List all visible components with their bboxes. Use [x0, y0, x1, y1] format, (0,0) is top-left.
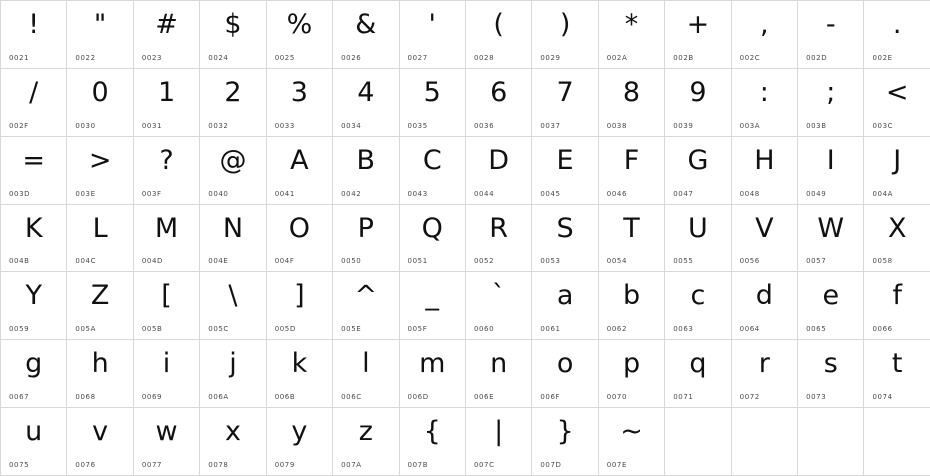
glyph-character: # — [155, 9, 178, 40]
glyph-cell[interactable] — [400, 272, 466, 340]
glyph-codepoint: 0031 — [141, 121, 163, 130]
glyph-character: a — [556, 280, 574, 312]
glyph-cell[interactable] — [798, 340, 864, 408]
glyph-codepoint: 0068 — [75, 393, 96, 402]
glyph-character: " — [93, 9, 107, 40]
glyph-codepoint: 0058 — [872, 257, 893, 266]
glyph-cell[interactable] — [134, 340, 200, 408]
glyph-codepoint: 0027 — [407, 53, 428, 62]
glyph-cell[interactable] — [267, 205, 333, 273]
glyph-cell[interactable] — [333, 205, 399, 273]
glyph-cell[interactable] — [267, 137, 333, 205]
glyph-character: P — [357, 212, 374, 244]
glyph-character: + — [686, 9, 710, 40]
glyph-character: N — [222, 212, 244, 244]
glyph-codepoint: 006E — [473, 393, 495, 402]
glyph-codepoint: 0076 — [75, 460, 96, 469]
glyph-character: @ — [219, 144, 247, 176]
glyph-character: , — [760, 9, 769, 40]
glyph-cell[interactable] — [599, 408, 665, 476]
glyph-character: y — [291, 416, 308, 448]
glyph-codepoint: 007D — [540, 460, 562, 469]
glyph-codepoint: 005A — [75, 325, 96, 334]
glyph-character: / — [29, 76, 39, 108]
glyph-character: : — [759, 76, 769, 108]
glyph-cell[interactable] — [200, 69, 266, 137]
glyph-codepoint: 0022 — [75, 53, 96, 62]
glyph-character: I — [826, 144, 835, 176]
glyph-codepoint: 002A — [606, 53, 628, 62]
glyph-codepoint: 006A — [208, 393, 229, 402]
glyph-cell[interactable] — [798, 205, 864, 273]
glyph-codepoint: 0072 — [739, 393, 760, 402]
glyph-codepoint: 0042 — [341, 189, 362, 198]
glyph-codepoint: 0049 — [806, 189, 827, 198]
glyph-character: g — [25, 348, 43, 380]
glyph-cell[interactable] — [798, 137, 864, 205]
glyph-cell[interactable] — [1, 137, 67, 205]
glyph-character: S — [556, 212, 574, 244]
glyph-character: Y — [25, 280, 42, 312]
glyph-codepoint: 0054 — [606, 257, 628, 266]
glyph-codepoint: 0050 — [341, 257, 362, 266]
glyph-codepoint: 0063 — [673, 325, 694, 334]
glyph-cell[interactable] — [665, 340, 731, 408]
glyph-cell[interactable] — [333, 340, 399, 408]
glyph-character: d — [755, 280, 773, 312]
glyph-cell[interactable] — [1, 205, 67, 273]
glyph-character: 2 — [224, 76, 242, 108]
glyph-cell[interactable] — [532, 137, 598, 205]
glyph-codepoint: 0073 — [806, 393, 827, 402]
glyph-cell[interactable] — [798, 69, 864, 137]
glyph-cell[interactable] — [267, 408, 333, 476]
glyph-character: H — [754, 144, 775, 176]
glyph-cell[interactable] — [732, 137, 798, 205]
glyph-cell[interactable] — [599, 340, 665, 408]
glyph-codepoint: 007E — [606, 460, 627, 469]
glyph-cell[interactable] — [400, 340, 466, 408]
glyph-codepoint: 0065 — [806, 325, 827, 334]
glyph-cell[interactable] — [333, 1, 399, 69]
glyph-codepoint: 0071 — [673, 393, 694, 402]
glyph-character: k — [291, 348, 308, 380]
glyph-character: o — [556, 348, 574, 380]
glyph-cell[interactable] — [599, 69, 665, 137]
glyph-character: B — [356, 144, 376, 176]
glyph-character: * — [624, 9, 639, 40]
glyph-cell[interactable] — [599, 272, 665, 340]
glyph-codepoint: 0026 — [341, 53, 362, 62]
glyph-codepoint: 0029 — [540, 53, 561, 62]
glyph-character: ( — [493, 9, 504, 40]
glyph-cell[interactable] — [864, 340, 930, 408]
glyph-cell[interactable] — [732, 205, 798, 273]
glyph-cell[interactable] — [665, 69, 731, 137]
glyph-cell[interactable] — [599, 205, 665, 273]
glyph-cell[interactable] — [400, 205, 466, 273]
glyph-cell[interactable] — [466, 408, 532, 476]
glyph-cell[interactable] — [333, 408, 399, 476]
glyph-codepoint: 003C — [872, 121, 894, 130]
glyph-codepoint: 0052 — [473, 257, 495, 266]
glyph-codepoint: 007A — [341, 460, 362, 469]
glyph-cell[interactable] — [532, 1, 598, 69]
glyph-character: t — [891, 348, 903, 380]
glyph-codepoint: 003D — [9, 189, 31, 198]
glyph-codepoint: 004F — [274, 257, 295, 266]
glyph-character: q — [689, 348, 707, 380]
glyph-character: n — [490, 348, 508, 380]
glyph-codepoint: 0037 — [540, 121, 561, 130]
glyph-character: 0 — [91, 76, 109, 108]
glyph-character: L — [92, 212, 108, 244]
glyph-codepoint: 0061 — [540, 325, 561, 334]
glyph-codepoint: 003B — [806, 121, 827, 130]
glyph-character: ^ — [354, 280, 378, 312]
glyph-character: 5 — [423, 76, 441, 108]
glyph-character: ! — [28, 9, 40, 40]
glyph-cell[interactable] — [665, 1, 731, 69]
glyph-codepoint: 006D — [407, 393, 429, 402]
glyph-cell[interactable] — [267, 69, 333, 137]
glyph-codepoint: 0064 — [739, 325, 760, 334]
glyph-character: f — [892, 280, 902, 312]
glyph-cell[interactable] — [864, 1, 930, 69]
glyph-character: m — [419, 348, 446, 380]
glyph-cell[interactable] — [665, 205, 731, 273]
glyph-character: % — [286, 9, 313, 40]
glyph-cell-empty — [798, 408, 864, 476]
glyph-cell[interactable] — [732, 1, 798, 69]
glyph-codepoint: 0051 — [407, 257, 428, 266]
glyph-character: w — [155, 416, 178, 448]
glyph-cell[interactable] — [134, 69, 200, 137]
glyph-codepoint: 0040 — [208, 189, 229, 198]
glyph-cell[interactable] — [67, 340, 133, 408]
glyph-codepoint: 0067 — [9, 393, 30, 402]
glyph-cell[interactable] — [134, 205, 200, 273]
glyph-cell-empty — [864, 408, 930, 476]
glyph-cell[interactable] — [200, 408, 266, 476]
glyph-cell[interactable] — [134, 408, 200, 476]
glyph-character: j — [229, 348, 237, 380]
glyph-character: s — [823, 348, 838, 380]
glyph-codepoint: 0041 — [274, 189, 295, 198]
glyph-character: ~ — [620, 416, 643, 448]
glyph-codepoint: 005E — [341, 325, 362, 334]
glyph-codepoint: 0038 — [606, 121, 628, 130]
glyph-cell[interactable] — [333, 272, 399, 340]
glyph-codepoint: 0033 — [274, 121, 295, 130]
glyph-character: K — [24, 212, 43, 244]
glyph-character: ) — [559, 9, 571, 40]
glyph-character: . — [892, 9, 902, 40]
glyph-codepoint: 0048 — [739, 189, 760, 198]
glyph-codepoint: 0028 — [473, 53, 495, 62]
glyph-cell[interactable] — [67, 1, 133, 69]
glyph-codepoint: 007C — [473, 460, 495, 469]
glyph-cell[interactable] — [532, 272, 598, 340]
glyph-cell[interactable] — [599, 1, 665, 69]
glyph-codepoint: 0079 — [274, 460, 295, 469]
glyph-cell[interactable] — [466, 137, 532, 205]
glyph-cell[interactable] — [864, 205, 930, 273]
glyph-character: W — [817, 212, 845, 244]
glyph-cell[interactable] — [732, 272, 798, 340]
glyph-character: J — [893, 144, 902, 176]
glyph-cell[interactable] — [1, 340, 67, 408]
glyph-character: 6 — [490, 76, 508, 108]
glyph-codepoint: 0077 — [141, 460, 163, 469]
glyph-character: x — [224, 416, 241, 448]
glyph-cell[interactable] — [400, 137, 466, 205]
glyph-codepoint: 0023 — [141, 53, 163, 62]
glyph-codepoint: 004A — [872, 189, 894, 198]
glyph-character: _ — [425, 280, 439, 312]
glyph-character: 7 — [556, 76, 574, 108]
glyph-cell[interactable] — [1, 272, 67, 340]
glyph-cell[interactable] — [134, 137, 200, 205]
glyph-cell[interactable] — [798, 272, 864, 340]
glyph-codepoint: 002D — [806, 53, 828, 62]
glyph-character: E — [556, 144, 574, 176]
glyph-codepoint: 003E — [75, 189, 96, 198]
glyph-character: - — [825, 9, 836, 40]
glyph-cell[interactable] — [67, 408, 133, 476]
glyph-codepoint: 0039 — [673, 121, 694, 130]
glyph-character: T — [623, 212, 640, 244]
glyph-cell[interactable] — [798, 1, 864, 69]
glyph-codepoint: 0043 — [407, 189, 428, 198]
glyph-cell[interactable] — [532, 205, 598, 273]
glyph-codepoint: 0036 — [473, 121, 495, 130]
glyph-character: 3 — [290, 76, 308, 108]
glyph-cell-empty — [665, 408, 731, 476]
glyph-character: X — [887, 212, 907, 244]
glyph-character: = — [22, 144, 46, 176]
glyph-codepoint: 0021 — [9, 53, 30, 62]
glyph-cell[interactable] — [665, 137, 731, 205]
glyph-character: D — [488, 144, 510, 176]
glyph-character: b — [622, 280, 641, 312]
glyph-codepoint: 0047 — [673, 189, 694, 198]
glyph-codepoint: 004C — [75, 257, 97, 266]
glyph-character: G — [687, 144, 709, 176]
glyph-cell[interactable] — [466, 340, 532, 408]
glyph-character: & — [355, 9, 377, 40]
glyph-cell-empty — [732, 408, 798, 476]
glyph-character: \ — [228, 280, 238, 312]
glyph-character: 1 — [157, 76, 176, 108]
glyph-cell[interactable] — [200, 205, 266, 273]
glyph-character: ; — [826, 76, 836, 108]
glyph-cell[interactable] — [532, 408, 598, 476]
glyph-cell[interactable] — [864, 137, 930, 205]
glyph-cell[interactable] — [200, 340, 266, 408]
glyph-character: c — [690, 280, 706, 312]
glyph-character: ' — [428, 9, 436, 40]
glyph-codepoint: 0074 — [872, 393, 893, 402]
glyph-cell[interactable] — [67, 272, 133, 340]
glyph-character: | — [494, 416, 504, 448]
glyph-cell[interactable] — [400, 69, 466, 137]
glyph-codepoint: 0075 — [9, 460, 30, 469]
glyph-cell[interactable] — [466, 1, 532, 69]
glyph-character: e — [822, 280, 840, 312]
glyph-codepoint: 0053 — [540, 257, 561, 266]
glyph-codepoint: 002B — [673, 53, 694, 62]
glyph-codepoint: 0044 — [473, 189, 495, 198]
glyph-cell[interactable] — [333, 69, 399, 137]
glyph-codepoint: 003F — [141, 189, 162, 198]
glyph-character: A — [290, 144, 309, 176]
glyph-codepoint: 0045 — [540, 189, 561, 198]
glyph-codepoint: 006F — [540, 393, 561, 402]
glyph-codepoint: 0078 — [208, 460, 229, 469]
glyph-character: v — [92, 416, 109, 448]
glyph-codepoint: 004B — [9, 257, 30, 266]
glyph-codepoint: 006C — [341, 393, 362, 402]
glyph-cell[interactable] — [267, 1, 333, 69]
glyph-cell[interactable] — [333, 137, 399, 205]
glyph-cell[interactable] — [67, 137, 133, 205]
glyph-codepoint: 0069 — [141, 393, 163, 402]
glyph-cell[interactable] — [1, 1, 67, 69]
glyph-cell[interactable] — [599, 137, 665, 205]
glyph-codepoint: 005B — [141, 325, 163, 334]
glyph-codepoint: 0030 — [75, 121, 96, 130]
glyph-character: p — [622, 348, 641, 380]
glyph-codepoint: 0032 — [208, 121, 229, 130]
glyph-character: Z — [90, 280, 110, 312]
glyph-cell[interactable] — [134, 272, 200, 340]
glyph-cell[interactable] — [134, 1, 200, 69]
glyph-character: h — [91, 348, 109, 380]
glyph-codepoint: 0034 — [341, 121, 362, 130]
glyph-character: i — [162, 348, 171, 380]
glyph-cell[interactable] — [200, 1, 266, 69]
glyph-cell[interactable] — [466, 272, 532, 340]
glyph-character: V — [755, 212, 774, 244]
glyph-character: l — [362, 348, 370, 380]
glyph-cell[interactable] — [67, 205, 133, 273]
glyph-character: 8 — [622, 76, 641, 108]
glyph-cell[interactable] — [732, 340, 798, 408]
glyph-codepoint: 0025 — [274, 53, 295, 62]
glyph-cell[interactable] — [400, 1, 466, 69]
glyph-cell[interactable] — [200, 137, 266, 205]
glyph-cell[interactable] — [732, 69, 798, 137]
glyph-codepoint: 0060 — [473, 325, 495, 334]
glyph-character: U — [688, 212, 708, 244]
glyph-codepoint: 0070 — [606, 393, 628, 402]
glyph-codepoint: 0059 — [9, 325, 30, 334]
glyph-character: 9 — [689, 76, 707, 108]
glyph-cell[interactable] — [466, 69, 532, 137]
glyph-character: O — [288, 212, 311, 244]
glyph-character: } — [556, 416, 574, 448]
glyph-cell[interactable] — [864, 69, 930, 137]
glyph-character: { — [423, 416, 441, 448]
glyph-character: < — [885, 76, 909, 108]
glyph-cell[interactable] — [267, 272, 333, 340]
glyph-codepoint: 0062 — [606, 325, 628, 334]
glyph-codepoint: 005F — [407, 325, 428, 334]
glyph-codepoint: 004D — [141, 257, 163, 266]
glyph-character: ` — [491, 280, 506, 312]
glyph-codepoint: 006B — [274, 393, 296, 402]
glyph-cell[interactable] — [200, 272, 266, 340]
glyph-character: u — [25, 416, 43, 448]
glyph-codepoint: 0066 — [872, 325, 893, 334]
glyph-character: F — [623, 144, 640, 176]
glyph-cell[interactable] — [1, 408, 67, 476]
glyph-character: ] — [294, 280, 305, 312]
glyph-codepoint: 0057 — [806, 257, 827, 266]
glyph-codepoint: 0024 — [208, 53, 229, 62]
glyph-cell[interactable] — [665, 272, 731, 340]
glyph-codepoint: 005C — [208, 325, 229, 334]
glyph-character: C — [422, 144, 442, 176]
glyph-codepoint: 005D — [274, 325, 296, 334]
glyph-character: 4 — [357, 76, 375, 108]
glyph-character: > — [88, 144, 112, 176]
glyph-codepoint: 002C — [739, 53, 761, 62]
glyph-cell[interactable] — [267, 340, 333, 408]
glyph-cell[interactable] — [864, 272, 930, 340]
glyph-codepoint: 004E — [208, 257, 229, 266]
glyph-codepoint: 0056 — [739, 257, 760, 266]
glyph-codepoint: 007B — [407, 460, 429, 469]
glyph-cell[interactable] — [400, 408, 466, 476]
glyph-codepoint: 0046 — [606, 189, 628, 198]
glyph-codepoint: 003A — [739, 121, 761, 130]
glyph-cell[interactable] — [1, 69, 67, 137]
glyph-character: Q — [421, 212, 443, 244]
glyph-codepoint: 0035 — [407, 121, 428, 130]
glyph-character: [ — [161, 280, 172, 312]
glyph-cell[interactable] — [532, 69, 598, 137]
glyph-character: ? — [159, 144, 174, 176]
glyph-cell[interactable] — [466, 205, 532, 273]
glyph-character: $ — [224, 9, 242, 40]
glyph-cell[interactable] — [532, 340, 598, 408]
glyph-character: R — [489, 212, 509, 244]
glyph-cell[interactable] — [67, 69, 133, 137]
glyph-codepoint: 002F — [9, 121, 29, 130]
glyph-codepoint: 002E — [872, 53, 893, 62]
glyph-character: r — [758, 348, 770, 380]
glyph-character: M — [154, 212, 179, 244]
glyph-codepoint: 0055 — [673, 257, 694, 266]
glyph-character: z — [358, 416, 373, 448]
